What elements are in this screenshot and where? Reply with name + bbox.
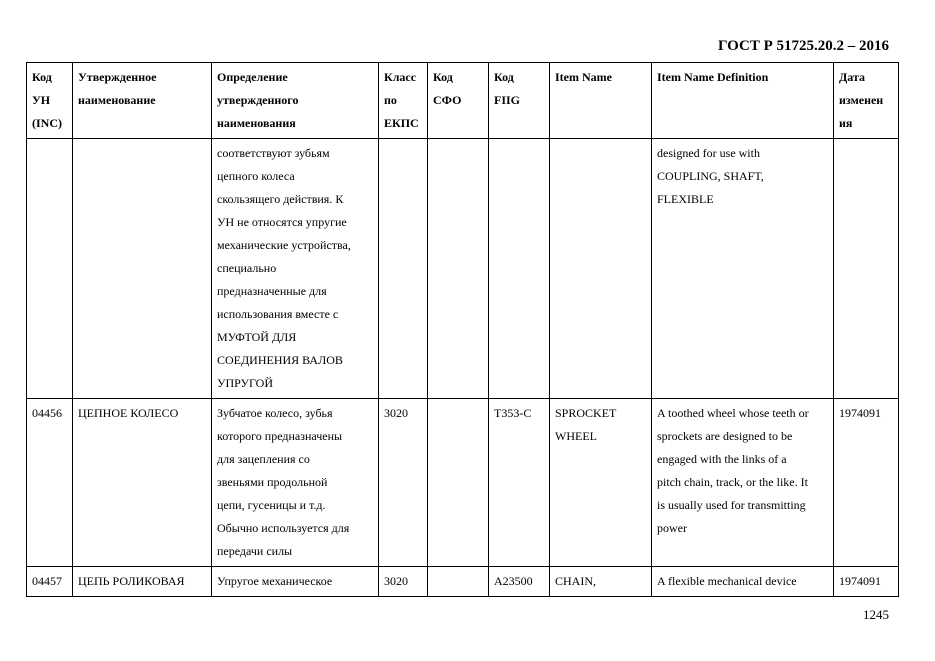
cell-date [834, 139, 899, 399]
header-line: наименование [78, 93, 156, 107]
header-line: изменен [839, 93, 884, 107]
cell-line: COUPLING, SHAFT, [657, 169, 764, 183]
header-line: Класс [384, 70, 417, 84]
cell-line: использования вместе с [217, 307, 339, 321]
cell-class: 3020 [379, 567, 428, 597]
header-line: Код [494, 70, 514, 84]
header-line: УН [32, 93, 51, 107]
cell-item-definition [652, 139, 834, 399]
header-line: FIIG [494, 93, 521, 107]
cell-line: звеньями продольной [217, 475, 328, 489]
table-header-row [27, 63, 899, 139]
header-line: по [384, 93, 397, 107]
cell-line: цепного колеса [217, 169, 295, 183]
cell-line: предназначенные для [217, 284, 327, 298]
header-class [379, 63, 428, 139]
header-line: Item Name [555, 70, 612, 84]
header-line: Утвержденное [78, 70, 157, 84]
cell-line: Упругое механическое [217, 574, 333, 588]
header-item-name [550, 63, 652, 139]
cell-line: is usually used for transmitting [657, 498, 806, 512]
cell-line: специально [217, 261, 277, 275]
cell-inc: 04457 [27, 567, 73, 597]
cell-approved-name: ЦЕПНОЕ КОЛЕСО [73, 399, 212, 567]
cell-definition [212, 399, 379, 567]
header-approved-name [73, 63, 212, 139]
cell-definition [212, 567, 379, 597]
cell-item-name [550, 567, 652, 597]
cell-line: передачи силы [217, 544, 293, 558]
cell-line: SPROCKET [555, 406, 617, 420]
header-line: Определение [217, 70, 288, 84]
header-line: Item Name Definition [657, 70, 769, 84]
header-line: (INC) [32, 116, 62, 130]
cell-class [379, 139, 428, 399]
cell-date: 1974091 [834, 567, 899, 597]
cell-line: pitch chain, track, or the like. It [657, 475, 808, 489]
header-line: СФО [433, 93, 462, 107]
cell-line: WHEEL [555, 429, 597, 443]
cell-definition [212, 139, 379, 399]
header-definition [212, 63, 379, 139]
header-line: Дата [839, 70, 865, 84]
cell-line: sprockets are designed to be [657, 429, 793, 443]
cell-item-definition [652, 399, 834, 567]
header-line: ЕКПС [384, 116, 419, 130]
cell-line: скользящего действия. К [217, 192, 344, 206]
cell-sfo [428, 567, 489, 597]
header-inc [27, 63, 73, 139]
header-sfo [428, 63, 489, 139]
header-line: ия [839, 116, 853, 130]
cell-approved-name: ЦЕПЬ РОЛИКОВАЯ [73, 567, 212, 597]
cell-line: Зубчатое колесо, зубья [217, 406, 333, 420]
cell-line: A flexible mechanical device [657, 574, 797, 588]
cell-line: соответствуют зубьям [217, 146, 330, 160]
cell-line: для зацепления со [217, 452, 310, 466]
table-row [27, 139, 899, 399]
table-row [27, 567, 899, 597]
header-fiig [489, 63, 550, 139]
cell-line: УН не относятся упругие [217, 215, 347, 229]
cell-line: УПРУГОЙ [217, 376, 274, 390]
cell-item-name [550, 139, 652, 399]
cell-item-definition [652, 567, 834, 597]
cell-approved-name [73, 139, 212, 399]
cell-class: 3020 [379, 399, 428, 567]
catalog-table [26, 62, 899, 597]
header-line: Код [32, 70, 52, 84]
cell-line: CHAIN, [555, 574, 596, 588]
cell-line: цепи, гусеницы и т.д. [217, 498, 326, 512]
cell-line: FLEXIBLE [657, 192, 714, 206]
cell-line: механические устройства, [217, 238, 351, 252]
header-line: утвержденного [217, 93, 299, 107]
cell-line: Обычно используется для [217, 521, 350, 535]
header-line: наименования [217, 116, 296, 130]
header-item-definition [652, 63, 834, 139]
cell-item-name [550, 399, 652, 567]
cell-line: СОЕДИНЕНИЯ ВАЛОВ [217, 353, 343, 367]
cell-sfo [428, 399, 489, 567]
cell-date: 1974091 [834, 399, 899, 567]
cell-line: A toothed wheel whose teeth or [657, 406, 809, 420]
cell-fiig: A23500 [489, 567, 550, 597]
cell-sfo [428, 139, 489, 399]
cell-fiig [489, 139, 550, 399]
header-line: Код [433, 70, 453, 84]
header-date [834, 63, 899, 139]
document-code: ГОСТ Р 51725.20.2 – 2016 [717, 38, 889, 54]
cell-line: МУФТОЙ ДЛЯ [217, 330, 297, 344]
cell-fiig: T353-C [489, 399, 550, 567]
cell-line: engaged with the links of a [657, 452, 787, 466]
cell-line: designed for use with [657, 146, 760, 160]
page-number: 1245 [863, 607, 889, 622]
table-row [27, 399, 899, 567]
cell-inc: 04456 [27, 399, 73, 567]
cell-line: которого предназначены [217, 429, 343, 443]
cell-line: power [657, 521, 687, 535]
cell-inc [27, 139, 73, 399]
